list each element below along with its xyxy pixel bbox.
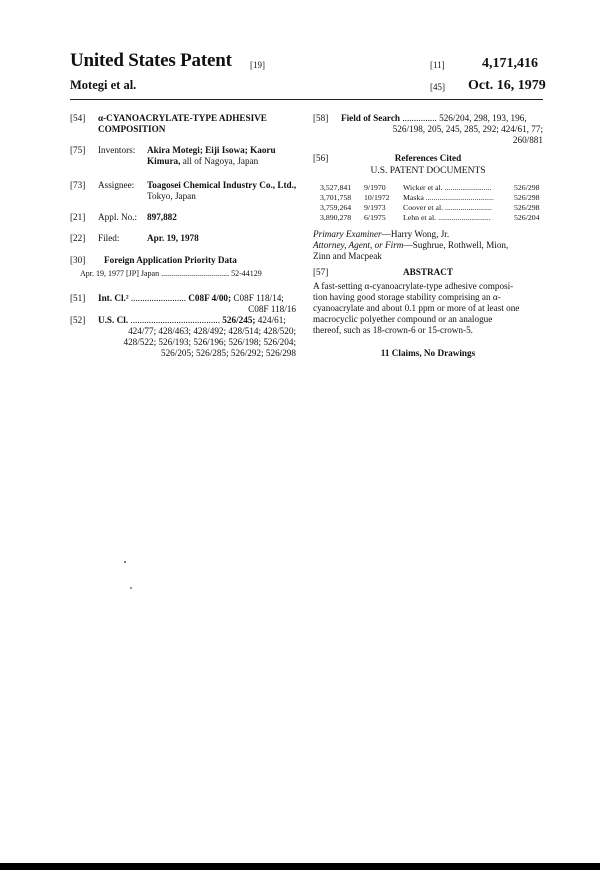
ref-name: Wicker et al. ........................ [403, 183, 492, 192]
priority-heading: Foreign Application Priority Data [104, 255, 237, 265]
appl-label: Appl. No.: [98, 212, 138, 222]
date-code: [45] [430, 82, 445, 92]
uscl-line4: 526/205; 526/285; 526/292; 526/298 [160, 348, 296, 358]
field-code: [21] [70, 212, 86, 222]
inventors-short: Motegi et al. [70, 78, 137, 92]
intcl-main: C08F 4/00; [188, 293, 232, 303]
appl-field [70, 212, 137, 223]
abstract-code: [57] [313, 267, 329, 277]
uscl-field [70, 315, 286, 326]
abstract-line: macrocyclic polyether compound or an analogue [313, 314, 493, 324]
invention-title-line1: α-CYANOACRYLATE-TYPE ADHESIVE [98, 113, 267, 123]
assignee-line1: Toagosei Chemical Industry Co., Ltd., [147, 180, 297, 190]
filed-value: Apr. 19, 1978 [147, 233, 199, 243]
field-code: [51] [70, 293, 86, 303]
search-line3: 260/881 [512, 135, 543, 145]
abstract-line: tion having good storage stability comprising an α- [313, 292, 501, 302]
priority-line: Apr. 19, 1977 [JP] Japan .................................. 52-44129 [80, 269, 262, 278]
inventors-field [70, 145, 135, 156]
uscl-line2: 424/77; 428/463; 428/492; 428/514; 428/520; [128, 326, 296, 336]
uscl-label: U.S. Cl. [98, 315, 129, 325]
inventors-location: all of Nagoya, Japan [180, 156, 259, 166]
abstract-line: thereof, such as 18-crown-6 or 15-crown-5. [313, 325, 473, 335]
inventors-label: Inventors: [98, 145, 136, 155]
assignee-line2: Tokyo, Japan [147, 191, 196, 201]
title-code: [19] [250, 60, 265, 70]
patent-number-code: [11] [430, 60, 445, 70]
examiner-line [313, 229, 449, 240]
inventors-line2 [147, 156, 258, 167]
uscl-main: 526/245; [222, 315, 256, 325]
ref-date: 10/1972 [364, 193, 390, 202]
ref-date: 9/1973 [364, 203, 386, 212]
field-code: [54] [70, 113, 86, 123]
examiner-value: —Harry Wong, Jr. [381, 229, 450, 239]
attorney-label: Attorney, Agent, or Firm [313, 240, 404, 250]
refs-heading: References Cited [394, 153, 462, 163]
intcl-field [70, 293, 284, 304]
title-field [70, 113, 267, 124]
search-field [313, 113, 527, 124]
uscl-dots: ....................................... [128, 315, 223, 325]
uscl-rest: 424/61; [255, 315, 286, 325]
intcl-rest: C08F 118/14; [231, 293, 284, 303]
field-code: [22] [70, 233, 86, 243]
ref-date: 6/1975 [364, 213, 386, 222]
assignee-field [70, 180, 134, 191]
inventors-line1: Akira Motegi; Eiji Isowa; Kaoru [147, 145, 276, 155]
patent-header-title: United States Patent [70, 50, 232, 71]
ref-class: 526/298 [514, 183, 540, 192]
abstract-line: cyanoacrylate and about 0.1 ppm or more of at least one [313, 303, 520, 313]
search-line2: 526/198, 205, 245, 285, 292; 424/61, 77; [392, 124, 543, 134]
priority-field [70, 255, 237, 266]
filed-label: Filed: [98, 233, 120, 243]
field-code: [52] [70, 315, 86, 325]
ref-number: 3,527,841 [320, 183, 352, 192]
patent-date: Oct. 16, 1979 [468, 78, 546, 93]
attorney-line2: Zinn and Macpeak [313, 251, 382, 261]
ref-class: 526/298 [514, 203, 540, 212]
scan-speck [130, 587, 132, 589]
ref-name: Maska ................................... [403, 193, 494, 202]
header-rule [70, 99, 543, 100]
search-line1: ............... 526/204, 298, 193, 196, [400, 113, 527, 123]
ref-number: 3,759,264 [320, 203, 352, 212]
field-code: [58] [313, 113, 329, 123]
refs-subheading: U.S. PATENT DOCUMENTS [370, 166, 486, 176]
scan-speck [124, 561, 126, 563]
ref-date: 9/1970 [364, 183, 386, 192]
ref-class: 526/204 [514, 213, 540, 222]
field-code: [30] [70, 255, 86, 265]
ref-number: 3,890,278 [320, 213, 352, 222]
filed-field [70, 233, 119, 244]
abstract-heading: ABSTRACT [402, 267, 454, 277]
appl-value: 897,882 [147, 212, 177, 222]
field-code: [75] [70, 145, 86, 155]
refs-code: [56] [313, 153, 329, 163]
ref-name: Lehn et al. ........................... [403, 213, 491, 222]
examiner-label: Primary Examiner [313, 229, 382, 239]
intcl-label: Int. Cl.² [98, 293, 129, 303]
patent-number: 4,171,416 [482, 56, 538, 71]
field-code: [73] [70, 180, 86, 190]
inventor-name: Kimura, [147, 156, 181, 166]
attorney-line [313, 240, 508, 251]
claims-summary: 11 Claims, No Drawings [380, 348, 476, 358]
uscl-line3: 428/522; 526/193; 526/196; 526/198; 526/204; [123, 337, 296, 347]
assignee-label: Assignee: [98, 180, 135, 190]
intcl-line2: C08F 118/16 [248, 304, 296, 314]
invention-title-line2: COMPOSITION [98, 124, 166, 134]
intcl-dots: ........................ [128, 293, 189, 303]
ref-class: 526/298 [514, 193, 540, 202]
ref-name: Coover et al. ........................ [403, 203, 492, 212]
ref-number: 3,701,758 [320, 193, 352, 202]
attorney-value: —Sughrue, Rothwell, Mion, [403, 240, 509, 250]
bottom-scan-bar [0, 863, 600, 870]
abstract-line: A fast-setting α-cyanoacrylate-type adhesive composi- [313, 281, 514, 291]
search-label: Field of Search [341, 113, 401, 123]
